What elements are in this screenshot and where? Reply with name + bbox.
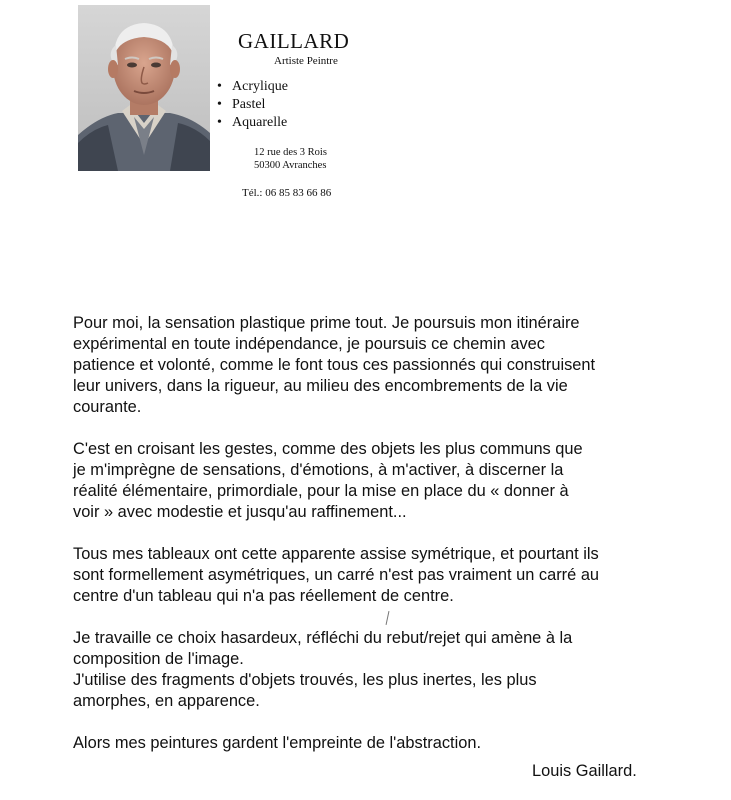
paragraph (73, 733, 723, 754)
text-line: Tous mes tableaux ont cette apparente assise symétrique, et pourtant ils (73, 545, 599, 563)
media-list (217, 78, 288, 132)
artist-name: GAILLARD (238, 29, 350, 53)
text-line: J'utilise des fragments d'objets trouvés, les plus inertes, les plus (73, 671, 537, 689)
portrait-photo (78, 5, 210, 171)
paragraph (73, 313, 723, 418)
text-line: sont formellement asymétriques, un carré n'est pas vraiment un carré au (73, 566, 600, 584)
text-line: Pour moi, la sensation plastique prime tout. Je poursuis mon itinéraire (73, 314, 580, 332)
paragraph (73, 439, 723, 523)
paragraph (73, 628, 723, 712)
artist-subtitle: Artiste Peintre (274, 55, 338, 67)
text-line: C'est en croisant les gestes, comme des objets les plus communs que (73, 440, 583, 458)
text-line: Alors mes peintures gardent l'empreinte de l'abstraction. (73, 734, 482, 752)
bullet-icon: • (217, 97, 222, 112)
text-line: expérimental en toute indépendance, je poursuis ce chemin avec (73, 335, 545, 353)
portrait-illustration (78, 5, 210, 171)
telephone: Tél.: 06 85 83 66 86 (242, 187, 332, 199)
text-line: amorphes, en apparence. (73, 692, 260, 710)
text-line: réalité élémentaire, primordiale, pour la mise en place du « donner à (73, 482, 569, 500)
bullet-icon: • (217, 115, 222, 130)
list-item (217, 114, 288, 132)
artist-statement (73, 313, 723, 775)
address-city: 50300 Avranches (254, 160, 327, 171)
text-line: patience et volonté, comme le font tous ces passionnés qui construisent (73, 356, 596, 374)
text-line: leur univers, dans la rigueur, au milieu des encombrements de la vie (73, 377, 568, 395)
text-line: Je travaille ce choix hasardeux, réfléchi du rebut/rejet qui amène à la (73, 629, 573, 647)
address-block (254, 146, 327, 172)
text-line: composition de l'image. (73, 650, 244, 668)
signature: Louis Gaillard. (532, 762, 637, 780)
media-label: Aquarelle (232, 115, 288, 130)
text-line: centre d'un tableau qui n'a pas réellement de centre. (73, 587, 454, 605)
address-street: 12 rue des 3 Rois (254, 147, 327, 158)
text-line: courante. (73, 398, 142, 416)
list-item (217, 96, 288, 114)
text-line: voir » avec modestie et jusqu'au raffinement... (73, 503, 407, 521)
bullet-icon: • (217, 79, 222, 94)
media-label: Acrylique (232, 79, 288, 94)
paragraph (73, 544, 723, 607)
list-item (217, 78, 288, 96)
media-label: Pastel (232, 97, 266, 112)
text-line: je m'imprègne de sensations, d'émotions, à m'activer, à discerner la (73, 461, 564, 479)
